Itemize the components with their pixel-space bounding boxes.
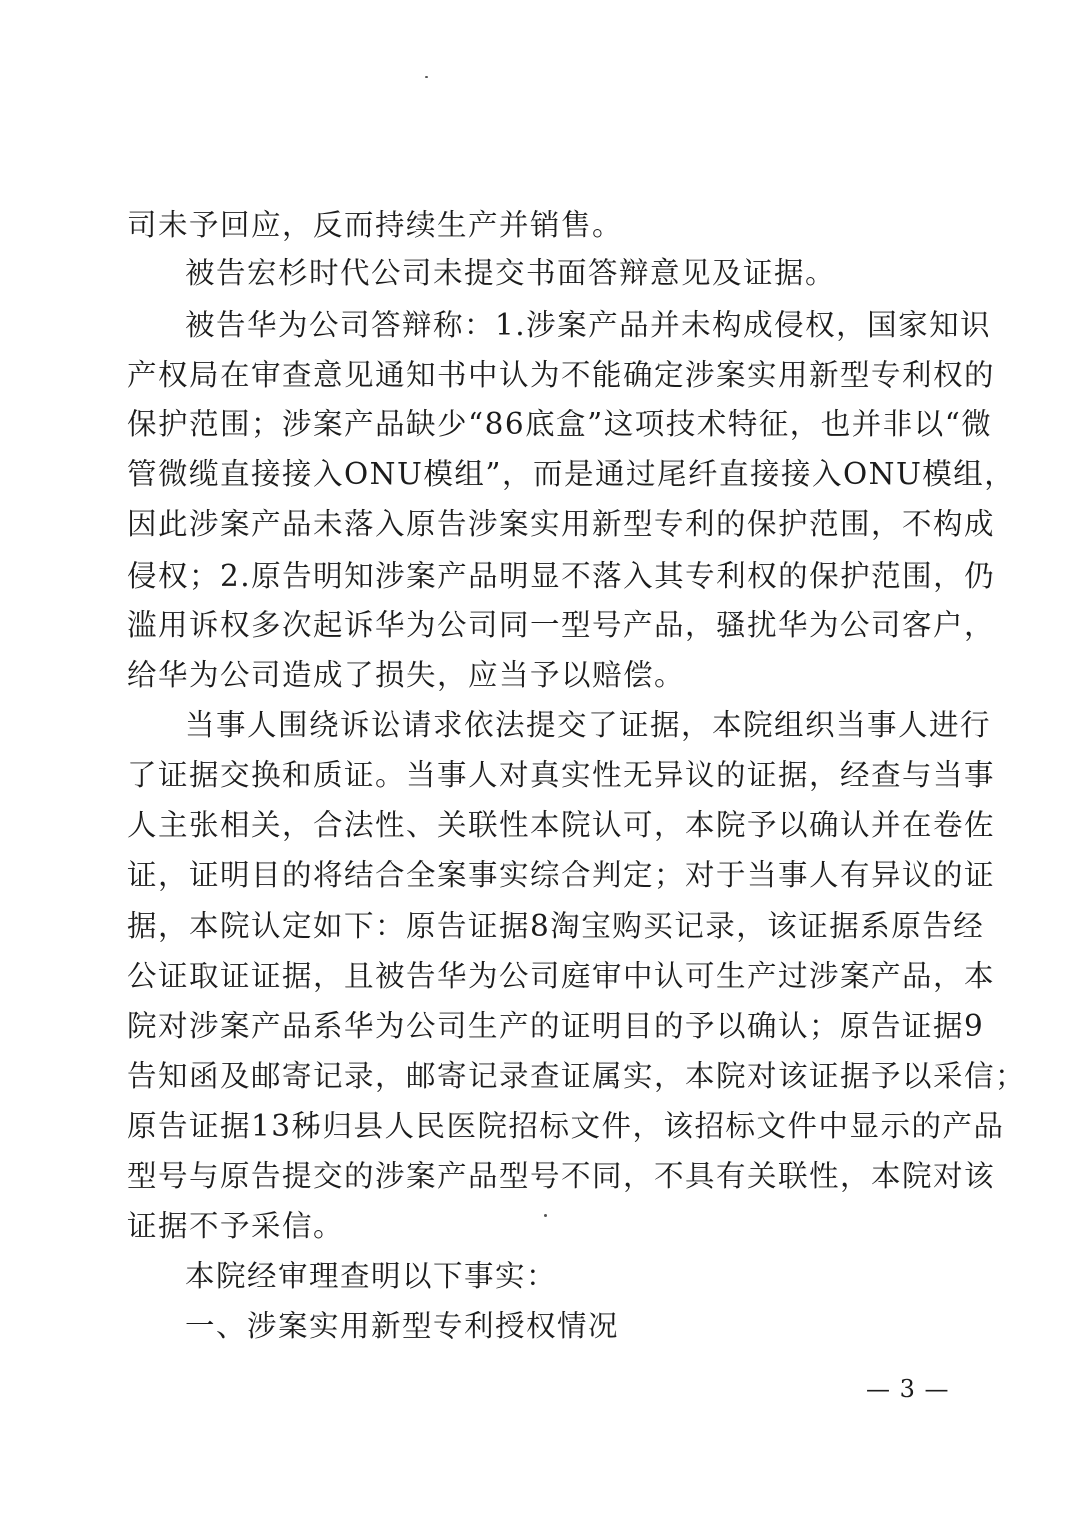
- text-line: 据，本院认定如下：原告证据8淘宝购买记录，该证据系原告经: [127, 909, 985, 943]
- text-line: 管微缆直接接入ONU模组”，而是通过尾纤直接接入ONU模组，: [127, 457, 1016, 491]
- text-line: 被告华为公司答辩称：1.涉案产品并未构成侵权，国家知识: [185, 308, 992, 342]
- text-line: 院对涉案产品系华为公司生产的证明目的予以确认；原告证据9: [127, 1009, 985, 1043]
- text-line: 本院经审理查明以下事实：: [185, 1259, 558, 1293]
- scan-speck: [425, 76, 428, 78]
- text-line: 原告证据13秭归县人民医院招标文件，该招标文件中显示的产品: [127, 1109, 1005, 1143]
- text-line: 被告宏杉时代公司未提交书面答辩意见及证据。: [185, 256, 837, 290]
- text-line: 给华为公司造成了损失，应当予以赔偿。: [127, 658, 686, 692]
- section-heading: 一、涉案实用新型专利授权情况: [185, 1309, 620, 1343]
- text-line: 型号与原告提交的涉案产品型号不同，不具有关联性，本院对该: [127, 1159, 996, 1193]
- text-line: 产权局在审查意见通知书中认为不能确定涉案实用新型专利权的: [127, 358, 996, 392]
- scan-speck: [544, 1214, 547, 1217]
- text-line: 告知函及邮寄记录，邮寄记录查证属实，本院对该证据予以采信；: [127, 1059, 1027, 1093]
- text-line: 因此涉案产品未落入原告涉案实用新型专利的保护范围，不构成: [127, 507, 996, 541]
- text-line: 司未予回应，反而持续生产并销售。: [127, 208, 624, 242]
- text-line: 了证据交换和质证。当事人对真实性无异议的证据，经查与当事: [127, 758, 996, 792]
- text-line: 保护范围；涉案产品缺少“86底盒”这项技术特征，也并非以“微: [127, 407, 993, 441]
- text-line: 公证取证证据，且被告华为公司庭审中认可生产过涉案产品，本: [127, 959, 996, 993]
- text-line: 证据不予采信。: [127, 1209, 345, 1243]
- text-line: 当事人围绕诉讼请求依法提交了证据，本院组织当事人进行: [185, 708, 992, 742]
- text-line: 证，证明目的将结合全案事实综合判定；对于当事人有异议的证: [127, 858, 996, 892]
- text-line: 人主张相关，合法性、关联性本院认可，本院予以确认并在卷佐: [127, 808, 996, 842]
- text-line: 滥用诉权多次起诉华为公司同一型号产品，骚扰华为公司客户，: [127, 608, 996, 642]
- text-line: 侵权；2.原告明知涉案产品明显不落入其专利权的保护范围，仍: [127, 559, 996, 593]
- page-number: — 3 —: [866, 1375, 950, 1403]
